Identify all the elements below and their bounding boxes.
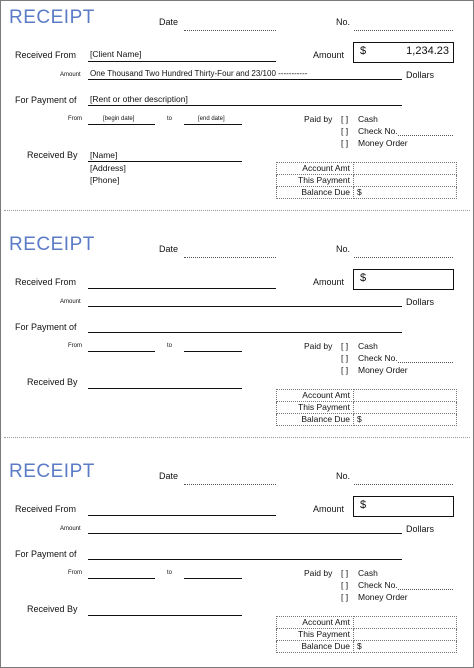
received-from-label: Received From — [15, 277, 77, 287]
account-amount-cell[interactable] — [354, 617, 457, 629]
check-no-label: Check No. — [358, 580, 398, 590]
received-from-field[interactable] — [88, 288, 276, 289]
amount-label: Amount — [313, 504, 345, 514]
balance-due-cell[interactable]: $ — [354, 414, 457, 426]
cash-label: Cash — [358, 568, 378, 578]
received-by-field[interactable] — [88, 161, 242, 162]
received-by-label: Received By — [27, 604, 78, 614]
account-amount-label: Account Amt — [277, 617, 354, 629]
amount-words-label: Amount — [60, 299, 81, 305]
check-number-field[interactable] — [398, 362, 453, 363]
this-payment-label: This Payment — [277, 402, 354, 414]
payment-for-label: For Payment of — [15, 322, 77, 332]
check-no-label: Check No. — [358, 126, 398, 136]
account-amount-label: Account Amt — [277, 163, 354, 175]
check-checkbox[interactable]: [ ] — [341, 126, 349, 136]
date-label: Date — [159, 17, 179, 27]
payment-for-label: For Payment of — [15, 95, 77, 105]
received-by-label: Received By — [27, 377, 78, 387]
money-order-checkbox[interactable]: [ ] — [341, 592, 349, 602]
dollars-label: Dollars — [406, 297, 435, 307]
check-number-field[interactable] — [398, 135, 453, 136]
payment-for-value: [Rent or other description] — [90, 94, 188, 104]
cash-label: Cash — [358, 114, 378, 124]
money-order-checkbox[interactable]: [ ] — [341, 365, 349, 375]
from-label: From — [68, 343, 82, 349]
amount-words-value: One Thousand Two Hundred Thirty-Four and 23/100 ----------- — [90, 69, 308, 78]
to-date-field[interactable] — [184, 578, 242, 579]
payment-summary-table — [276, 162, 457, 199]
check-checkbox[interactable]: [ ] — [341, 353, 349, 363]
received-by-field[interactable] — [88, 388, 242, 389]
receipt-title: RECEIPT — [9, 461, 95, 482]
from-date-field[interactable] — [88, 351, 155, 352]
to-date-field[interactable] — [184, 351, 242, 352]
amount-words-field[interactable] — [88, 533, 402, 534]
amount-words-label: Amount — [60, 72, 81, 78]
money-order-label: Money Order — [358, 365, 408, 375]
this-payment-label: This Payment — [277, 629, 354, 641]
date-label: Date — [159, 244, 179, 254]
from-date-field[interactable] — [88, 578, 155, 579]
received-by-field[interactable] — [88, 615, 242, 616]
money-order-checkbox[interactable]: [ ] — [341, 138, 349, 148]
currency-symbol: $ — [360, 499, 367, 511]
account-amount-cell[interactable] — [354, 390, 457, 402]
received-from-field[interactable] — [88, 515, 276, 516]
date-field[interactable] — [184, 30, 276, 31]
received-from-value: [Client Name] — [90, 49, 142, 59]
from-label: From — [68, 116, 82, 122]
amount-words-label: Amount — [60, 526, 81, 532]
payment-for-field[interactable] — [88, 559, 402, 560]
amount-label: Amount — [313, 277, 345, 287]
receipt-1 — [1, 1, 473, 228]
dollars-label: Dollars — [406, 524, 435, 534]
dollars-label: Dollars — [406, 70, 435, 80]
amount-label: Amount — [313, 50, 345, 60]
account-amount-label: Account Amt — [277, 390, 354, 402]
receipt-separator — [4, 437, 470, 438]
received-from-label: Received From — [15, 50, 77, 60]
amount-box[interactable] — [353, 496, 454, 517]
receipt-number-field[interactable] — [354, 30, 453, 31]
receipt-title: RECEIPT — [9, 7, 95, 28]
this-payment-cell[interactable] — [354, 629, 457, 641]
receipt-title: RECEIPT — [9, 234, 95, 255]
cash-checkbox[interactable]: [ ] — [341, 341, 349, 351]
received-by-name: [Name] — [90, 150, 118, 160]
to-date-value: [end date] — [198, 116, 225, 122]
payment-for-label: For Payment of — [15, 549, 77, 559]
from-label: From — [68, 570, 82, 576]
balance-due-label: Balance Due — [277, 187, 354, 199]
received-by-label: Received By — [27, 150, 78, 160]
date-label: Date — [159, 471, 179, 481]
this-payment-label: This Payment — [277, 175, 354, 187]
payment-summary-table — [276, 616, 457, 653]
balance-due-cell[interactable]: $ — [354, 641, 457, 653]
to-label-text: to — [167, 116, 173, 122]
this-payment-cell[interactable] — [354, 175, 457, 187]
to-date-field[interactable] — [184, 124, 242, 125]
receipt-number-field[interactable] — [354, 484, 453, 485]
money-order-label: Money Order — [358, 138, 408, 148]
paid-by-label: Paid by — [304, 568, 333, 578]
receipt-2 — [1, 228, 473, 455]
paid-by-label: Paid by — [304, 114, 333, 124]
receipt-number-label: No. — [336, 244, 351, 254]
payment-for-field[interactable] — [88, 105, 402, 106]
date-field[interactable] — [184, 257, 276, 258]
paid-by-label: Paid by — [304, 341, 333, 351]
currency-symbol: $ — [360, 45, 367, 57]
check-no-label: Check No. — [358, 353, 398, 363]
balance-due-label: Balance Due — [277, 641, 354, 653]
currency-symbol: $ — [360, 272, 367, 284]
receipt-number-field[interactable] — [354, 257, 453, 258]
receipt-number-label: No. — [336, 471, 351, 481]
amount-box[interactable] — [353, 269, 454, 290]
to-label-text: to — [167, 570, 173, 576]
amount-box[interactable] — [353, 42, 454, 63]
receipt-3 — [1, 455, 473, 668]
from-date-value: [begin date] — [103, 116, 135, 122]
received-from-field[interactable] — [88, 61, 276, 62]
cash-checkbox[interactable]: [ ] — [341, 568, 349, 578]
amount-value: 1,234.23 — [406, 45, 449, 57]
this-payment-cell[interactable] — [354, 402, 457, 414]
money-order-label: Money Order — [358, 592, 408, 602]
balance-due-cell[interactable]: $ — [354, 187, 457, 199]
balance-due-label: Balance Due — [277, 414, 354, 426]
from-date-field[interactable] — [88, 124, 155, 125]
receipt-number-label: No. — [336, 17, 351, 27]
payment-for-field[interactable] — [88, 332, 402, 333]
amount-words-field[interactable] — [88, 79, 402, 80]
received-by-address: [Address] — [90, 163, 126, 173]
check-number-field[interactable] — [398, 589, 453, 590]
received-from-label: Received From — [15, 504, 77, 514]
received-by-phone: [Phone] — [90, 175, 120, 185]
date-field[interactable] — [184, 484, 276, 485]
check-checkbox[interactable]: [ ] — [341, 580, 349, 590]
payment-summary-table — [276, 389, 457, 426]
amount-words-field[interactable] — [88, 306, 402, 307]
receipt-separator — [4, 210, 470, 211]
to-label-text: to — [167, 343, 173, 349]
cash-label: Cash — [358, 341, 378, 351]
cash-checkbox[interactable]: [ ] — [341, 114, 349, 124]
account-amount-cell[interactable] — [354, 163, 457, 175]
